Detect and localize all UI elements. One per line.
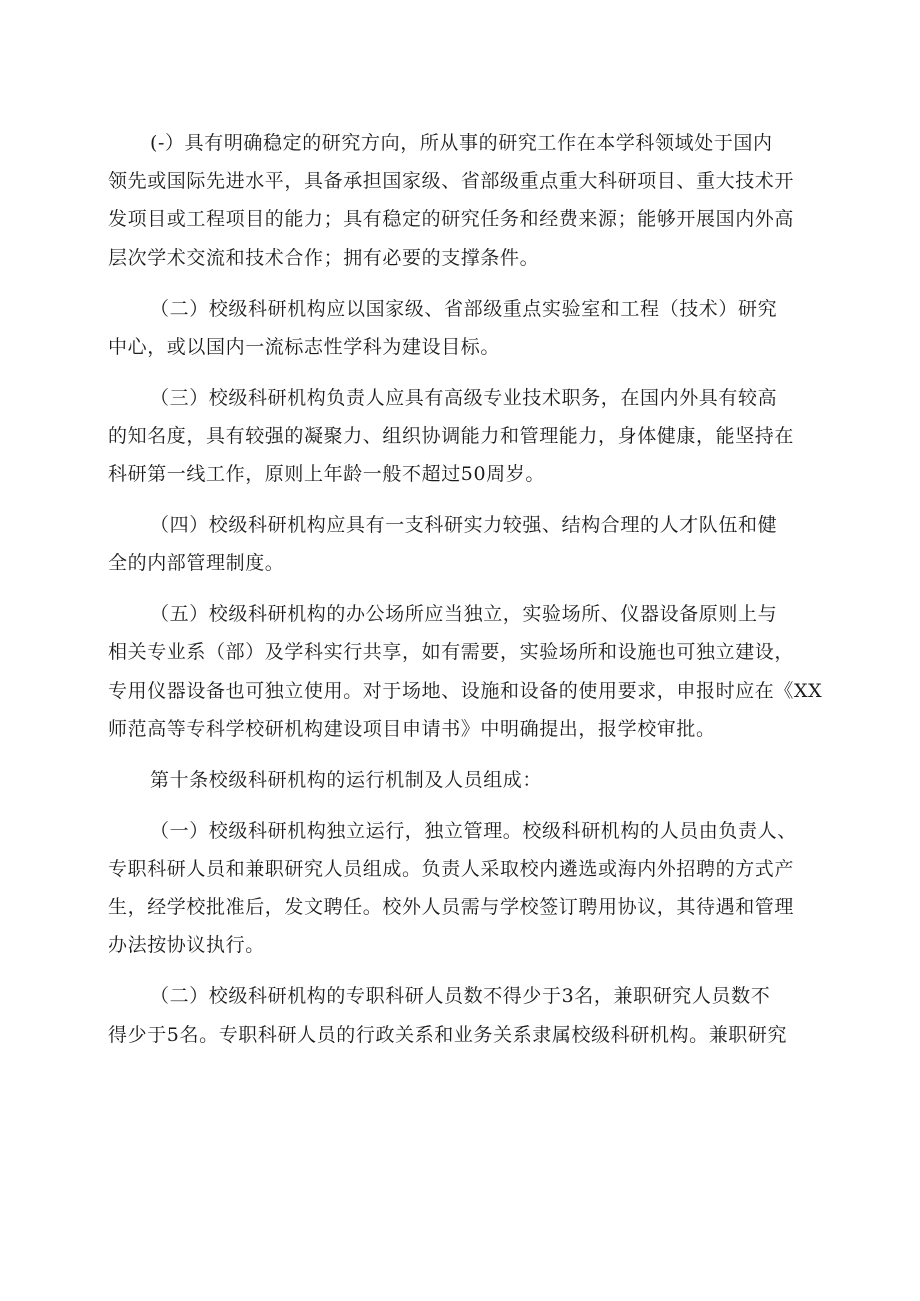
text-line: 相关专业系（部）及学科实行共享，如有需要，实验场所和设施也可独立建设， bbox=[108, 641, 795, 664]
text-line: （二）校级科研机构应以国家级、省部级重点实验室和工程（技术）研究 bbox=[150, 297, 778, 320]
text-line: （三）校级科研机构负责人应具有高级专业技术职务，在国内外具有较高 bbox=[150, 386, 778, 409]
text-line: 发项目或工程项目的能力；具有稳定的研究任务和经费来源；能够开展国内外高 bbox=[108, 208, 795, 231]
text-line: 第十条校级科研机构的运行机制及人员组成： bbox=[150, 768, 543, 791]
paragraph-requirement-4 bbox=[108, 506, 820, 582]
text-line: 层次学术交流和技术合作；拥有必要的支撑条件。 bbox=[108, 246, 540, 269]
text-line: 领先或国际先进水平，具备承担国家级、省部级重点重大科研项目、重大技术开 bbox=[108, 170, 795, 193]
text-line: 师范高等专科学校研机构建设项目申请书》中明确提出，报学校审批。 bbox=[108, 717, 716, 740]
document-body bbox=[108, 124, 823, 1067]
text-line: 专用仪器设备也可独立使用。对于场地、设施和设备的使用要求，申报时应在《XX bbox=[108, 679, 823, 702]
text-line: （二）校级科研机构的专职科研人员数不得少于3名，兼职研究人员数不 bbox=[150, 985, 771, 1008]
text-line: 得少于5名。专职科研人员的行政关系和业务关系隶属校级科研机构。兼职研究 bbox=[108, 1023, 788, 1046]
text-line: (-）具有明确稳定的研究方向，所从事的研究工作在本学科领域处于国内 bbox=[150, 132, 773, 154]
text-line: （一）校级科研机构独立运行，独立管理。校级科研机构的人员由负责人、 bbox=[150, 819, 797, 842]
paragraph-requirement-2 bbox=[108, 290, 820, 366]
text-line: 科研第一线工作，原则上年龄一般不超过50周岁。 bbox=[108, 463, 545, 486]
text-line: 的知名度，具有较强的凝聚力、组织协调能力和管理能力，身体健康，能坚持在 bbox=[108, 424, 795, 447]
article-10-heading bbox=[108, 761, 820, 799]
text-line: 中心，或以国内一流标志性学科为建设目标。 bbox=[108, 335, 501, 358]
text-line: 全的内部管理制度。 bbox=[108, 552, 285, 575]
paragraph-operation-2 bbox=[108, 977, 820, 1053]
text-line: 办法按协议执行。 bbox=[108, 934, 265, 957]
paragraph-requirement-1 bbox=[108, 124, 820, 277]
paragraph-requirement-3 bbox=[108, 379, 820, 494]
text-line: 专职科研人员和兼职研究人员组成。负责人采取校内遴选或海内外招聘的方式产 bbox=[108, 857, 795, 880]
paragraph-requirement-5 bbox=[108, 595, 823, 748]
text-line: （四）校级科研机构应具有一支科研实力较强、结构合理的人才队伍和健 bbox=[150, 514, 778, 537]
paragraph-operation-1 bbox=[108, 812, 820, 965]
text-line: 生，经学校批准后，发文聘任。校外人员需与学校签订聘用协议，其待遇和管理 bbox=[108, 896, 795, 919]
text-line: （五）校级科研机构的办公场所应当独立，实验场所、仪器设备原则上与 bbox=[150, 603, 778, 626]
